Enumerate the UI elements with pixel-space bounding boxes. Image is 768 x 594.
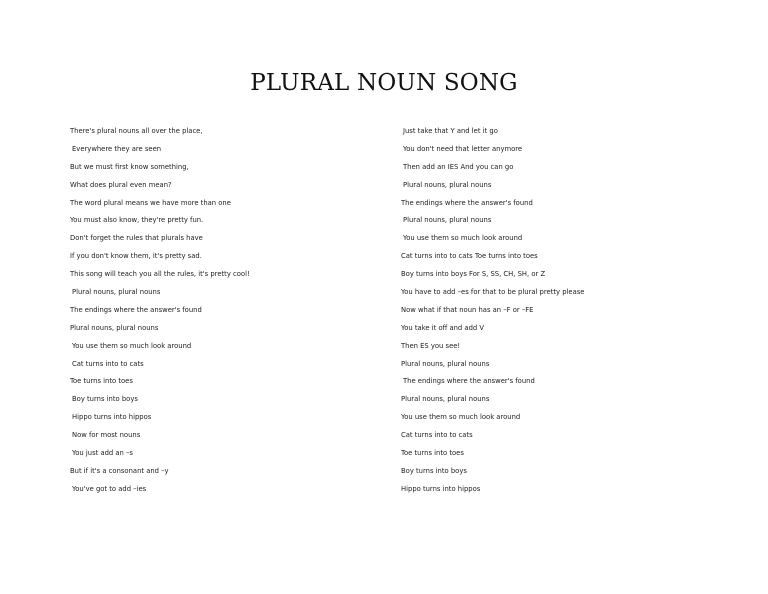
lyric-line: You use them so much look around	[72, 341, 192, 350]
lyric-line: This song will teach you all the rules, it's pretty cool!	[70, 270, 250, 279]
lyric-line: Hippo turns into hippos	[401, 484, 481, 493]
lyric-line: You use them so much look around	[403, 234, 523, 243]
lyric-line: Don't forget the rules that plurals have	[70, 234, 203, 243]
lyric-line: Cat turns into to cats Toe turns into toes	[401, 252, 538, 261]
lyric-line: You use them so much look around	[401, 413, 521, 422]
lyric-line: You just add an –s	[72, 449, 133, 458]
lyric-line: Toe turns into toes	[401, 449, 464, 458]
lyric-line: Plural nouns, plural nouns	[403, 180, 492, 189]
lyric-line: Hippo turns into hippos	[72, 413, 152, 422]
lyric-line: Plural nouns, plural nouns	[401, 359, 490, 368]
lyric-line: Plural nouns, plural nouns	[72, 288, 161, 297]
lyric-line: The endings where the answer's found	[70, 305, 202, 314]
lyric-line: Plural nouns, plural nouns	[403, 216, 492, 225]
lyric-line: Cat turns into to cats	[72, 359, 144, 368]
lyric-line: Just take that Y and let it go	[403, 127, 498, 135]
lyric-line: You have to add –es for that to be plural pretty please	[401, 288, 585, 297]
lyric-line: You must also know, they're pretty fun.	[70, 216, 204, 225]
lyric-line: Everywhere they are seen	[72, 144, 162, 153]
lyric-line: You've got to add –ies	[72, 484, 147, 493]
lyric-line: Boy turns into boys For S, SS, CH, SH, or Z	[401, 270, 546, 279]
lyric-line: But we must first know something,	[70, 162, 189, 171]
lyric-line: Cat turns into to cats	[401, 431, 473, 440]
lyric-line: The endings where the answer's found	[403, 377, 535, 386]
lyric-line: You take it off and add V	[401, 323, 485, 332]
lyric-line: Plural nouns, plural nouns	[401, 395, 490, 404]
lyric-line: Plural nouns, plural nouns	[70, 323, 159, 332]
lyric-line: Toe turns into toes	[70, 377, 133, 386]
lyric-line: What does plural even mean?	[70, 180, 172, 189]
lyrics-left-column	[70, 124, 390, 500]
lyric-line: The word plural means we have more than one	[70, 198, 231, 207]
lyric-line: Now for most nouns	[72, 431, 141, 440]
lyric-line: Boy turns into boys	[72, 395, 138, 404]
lyric-line: Then ES you see!	[401, 341, 461, 350]
lyric-line: You don't need that letter anymore	[403, 144, 523, 153]
lyric-line: But if it's a consonant and –y	[70, 466, 169, 475]
lyric-line: The endings where the answer's found	[401, 198, 533, 207]
lyric-line: Boy turns into boys	[401, 466, 467, 475]
lyric-line: If you don't know them, it's pretty sad.	[70, 252, 202, 261]
lyrics-right-column	[401, 124, 741, 500]
lyric-line: Then add an IES And you can go	[403, 162, 514, 171]
page-title: PLURAL NOUN SONG	[250, 70, 518, 96]
lyric-line: Now what if that noun has an –F or –FE	[401, 305, 534, 314]
lyric-line: There's plural nouns all over the place,	[70, 127, 203, 135]
